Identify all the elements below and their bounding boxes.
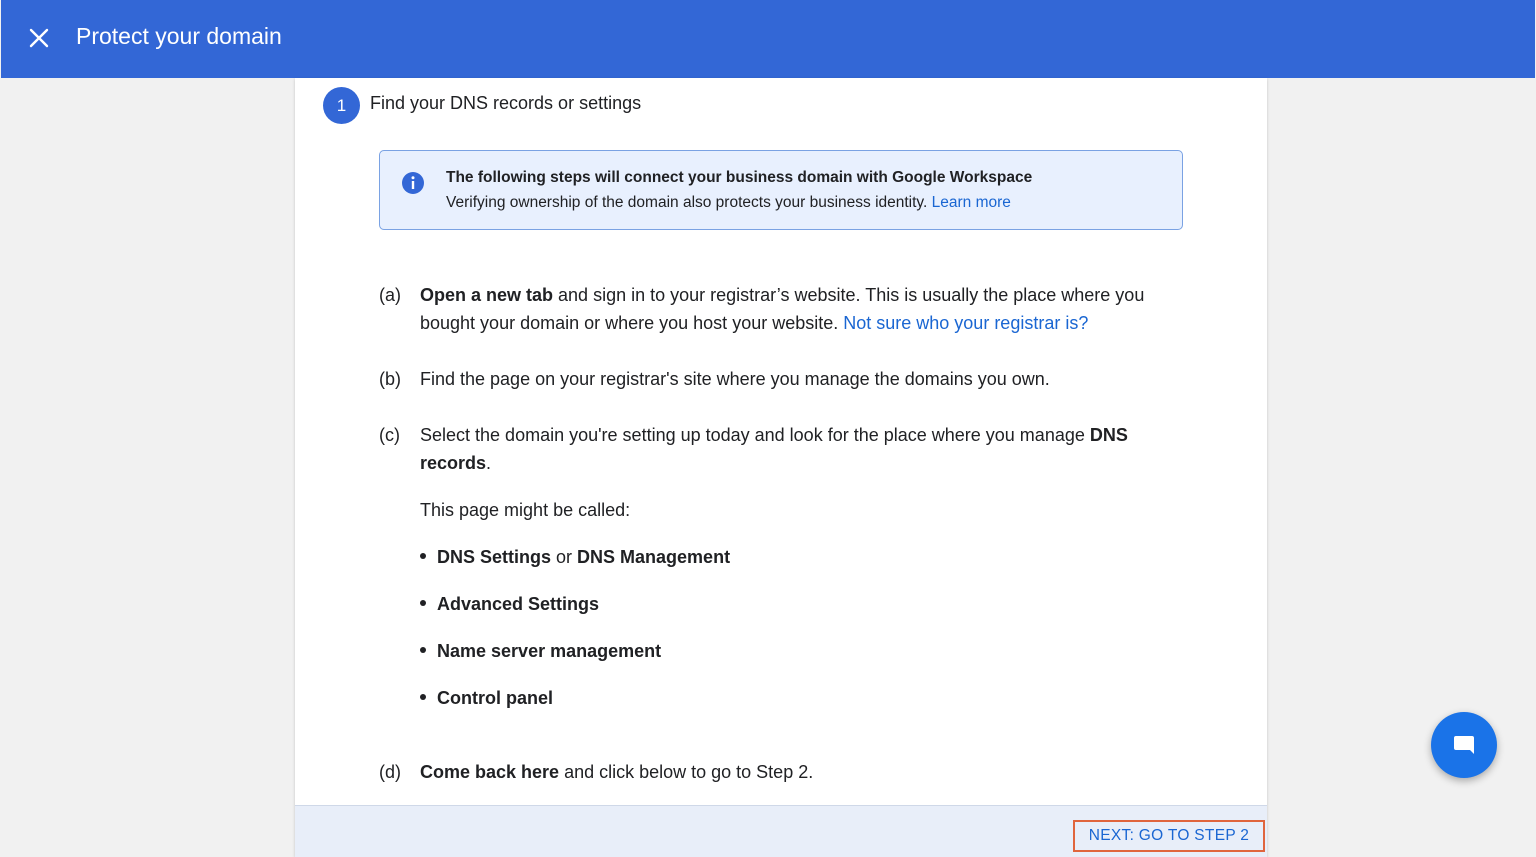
instruction-end: .: [486, 453, 492, 473]
instruction-letter: (c): [379, 425, 400, 445]
close-icon: [25, 24, 53, 52]
instruction-body: [420, 281, 1180, 337]
bullet-dot: [420, 647, 426, 653]
instruction-bold: Open a new tab: [420, 285, 554, 305]
learn-more-link[interactable]: Learn more: [931, 194, 1011, 211]
chat-button[interactable]: [1431, 712, 1497, 778]
registrar-help-link[interactable]: Not sure who your registrar is?: [843, 313, 1089, 333]
info-title: The following steps will connect your business domain with Google Workspace: [446, 169, 1033, 186]
instruction-letter: (a): [379, 285, 401, 305]
list-item: Advanced Settings: [420, 590, 599, 618]
chat-icon: [1452, 733, 1476, 757]
instruction-text: and sign in to your registrar’s website. This is usually the place where you bought your domain or where you host your website.: [420, 285, 1145, 333]
instruction-bold: DNS records: [420, 425, 1128, 473]
instruction-body: [420, 421, 1180, 477]
info-text: [446, 193, 1011, 213]
page-title: Protect your domain: [76, 23, 282, 49]
bullet-dot: [420, 600, 426, 606]
close-button[interactable]: [25, 24, 53, 52]
instruction-text: and click below to go to Step 2.: [559, 762, 814, 782]
page-called-label: This page might be called:: [420, 500, 631, 520]
instruction-body: [420, 758, 1180, 786]
list-item: DNS Settings or DNS Management: [420, 543, 730, 571]
instruction-text: Select the domain you're setting up today and look for the place where you manage: [420, 425, 1090, 445]
top-app-bar: [1, 0, 1535, 78]
list-item: Control panel: [420, 684, 553, 712]
info-description: Verifying ownership of the domain also protects your business identity.: [446, 194, 928, 211]
bullet-dot: [420, 694, 426, 700]
step-title: Find your DNS records or settings: [370, 93, 642, 113]
step-number-badge: 1: [323, 87, 360, 124]
next-step-button[interactable]: NEXT: GO TO STEP 2: [1073, 820, 1265, 852]
instruction-letter: (b): [379, 369, 401, 389]
step-card: [295, 78, 1267, 857]
info-banner: [379, 150, 1183, 230]
bullet-dot: [420, 553, 426, 559]
instruction-text: Find the page on your registrar's site where you manage the domains you own.: [420, 369, 1050, 389]
info-icon: [401, 171, 425, 195]
card-footer: [295, 805, 1267, 857]
list-item: Name server management: [420, 637, 661, 665]
instruction-letter: (d): [379, 762, 401, 782]
instruction-bold: Come back here: [420, 762, 560, 782]
